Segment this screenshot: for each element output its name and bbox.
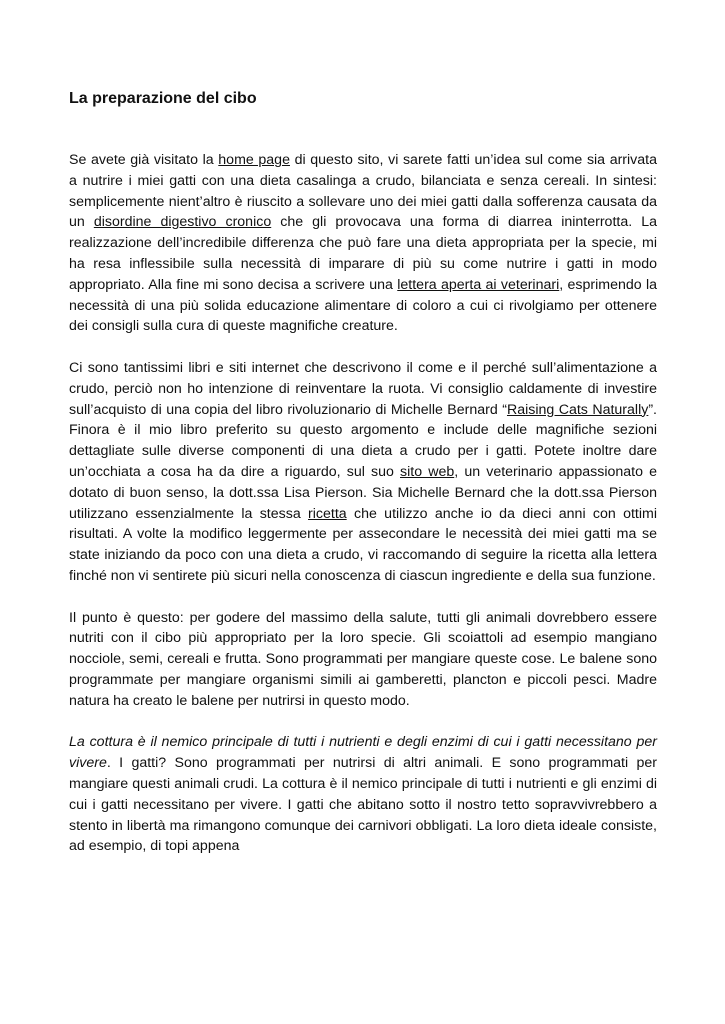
paragraph-2 bbox=[69, 358, 657, 587]
website-link[interactable]: sito web bbox=[400, 463, 455, 480]
italic-emphasis: La cottura è il nemico principale di tutti i nutrienti e degli enzimi di cui i gatti necessitano per vivere bbox=[69, 734, 657, 772]
paragraph-3: Il punto è questo: per godere del massimo della salute, tutti gli animali dovrebbero essere nutriti con il cibo più appropriato per la loro specie. Gli scoiattoli ad esempio mangiano nocciole, semi, cereali e frutta. Sono programmati per mangiare queste cose. Le balene sono programmate per mangiare organismi simili ai gamberetti, plancton e piccoli pesci. Madre natura ha creato le balene per nutrirsi in questo modo. bbox=[69, 609, 657, 709]
paragraph-4 bbox=[69, 732, 657, 857]
chronic-digestive-disorder-link[interactable]: disordine digestivo cronico bbox=[93, 214, 272, 231]
text-run: di questo sito, vi sarete fatti un’idea sul come sia arrivata a nutrire i miei gatti con una dieta casalinga a crudo, bilanciata e senza cereali. In sintesi: semplicemente nient’altro è riuscito a sollevare uno dei miei gatti dalla sofferenza causata da un bbox=[69, 152, 658, 231]
text-run: Se avete già visitato la bbox=[69, 152, 219, 168]
document-title: La preparazione del cibo bbox=[69, 90, 257, 107]
paragraph-1 bbox=[69, 150, 657, 337]
text-run: che gli provocava una forma di diarrea ininterrotta. La realizzazione dell’incredibile differenza che può fare una dieta appropriata per la specie, mi ha resa inflessibile sulla necessità di imparare di più su come nutrire i gatti in modo appropriato. Alla fine mi sono decisa a scrivere una bbox=[69, 214, 657, 293]
text-run: Ci sono tantissimi libri e siti internet che descrivono il come e il perché sull’alimentazione a crudo, perciò non ho intenzione di reinventare la ruota. Vi consiglio caldamente di investire sull’acquisto di una copia del libro rivoluzionario di Michelle Bernard “ bbox=[69, 359, 657, 418]
open-letter-link[interactable]: lettera aperta ai veterinari bbox=[397, 276, 560, 293]
text-run: . I gatti? Sono programmati per nutrirsi di altri animali. E sono programmati per mangiare questi animali crudi. La cottura è il nemico principale di tutti i nutrienti e gli enzimi di cui i gatti necessitano per vivere. I gatti che abitano sotto il nostro tetto sopravvivrebbero a stento in libertà ma rimangono comunque dei carnivori obbligati. La loro dieta ideale consiste, ad esempio, di topi appena bbox=[69, 755, 657, 855]
home-page-link[interactable]: home page bbox=[218, 152, 290, 168]
text-run: , esprimendo la necessità di una più solida educazione alimentare di coloro a cui ci rivolgiamo per ottenere dei consigli sulla cura di queste magnifiche creature. bbox=[69, 276, 657, 335]
document-page bbox=[69, 84, 657, 878]
text-run: che utilizzo anche io da dieci anni con ottimi risultati. A volte la modifico leggermente per assecondare le necessità dei miei gatti ma se state iniziando da poco con una dieta a crudo, vi raccomando di seguire la ricetta alla lettera finché non vi sentirete più sicuri nella conoscenza di ciascun ingrediente e della sua funzione. bbox=[69, 505, 657, 584]
raising-cats-naturally-link[interactable]: Raising Cats Naturally bbox=[506, 401, 649, 418]
text-run: , un veterinario appassionato e dotato di buon senso, la dott.ssa Lisa Pierson. Sia Michelle Bernard che la dott.ssa Pierson utilizzano essenzialmente la stessa bbox=[69, 463, 658, 522]
text-run: ”. Finora è il mio libro preferito su questo argomento e include delle magnifiche sezioni dettagliate sulle diverse componenti di una dieta a crudo per i gatti. Potete inoltre dare un’occhiata a cosa ha da dire a riguardo, sul suo bbox=[69, 401, 657, 480]
recipe-link[interactable]: ricetta bbox=[308, 505, 347, 522]
